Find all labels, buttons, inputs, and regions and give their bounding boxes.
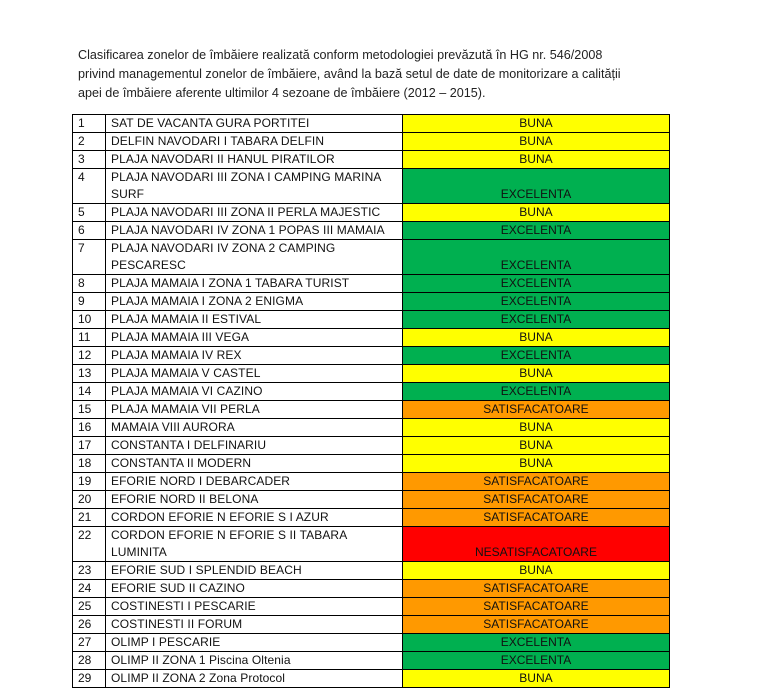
row-number: 3 bbox=[73, 151, 106, 169]
table-row bbox=[73, 240, 670, 275]
zone-name: DELFIN NAVODARI I TABARA DELFIN bbox=[105, 133, 402, 151]
quality-rating: BUNA bbox=[402, 204, 669, 222]
row-number: 28 bbox=[73, 652, 106, 670]
table-row bbox=[73, 115, 670, 133]
zone-name: OLIMP II ZONA 1 Piscina Oltenia bbox=[105, 652, 402, 670]
quality-rating: BUNA bbox=[402, 670, 669, 688]
quality-rating: BUNA bbox=[402, 455, 669, 473]
quality-rating: EXCELENTA bbox=[402, 293, 669, 311]
quality-rating: NESATISFACATOARE bbox=[402, 527, 669, 562]
quality-rating: SATISFACATOARE bbox=[402, 580, 669, 598]
row-number: 20 bbox=[73, 491, 106, 509]
table-row bbox=[73, 133, 670, 151]
table-row bbox=[73, 222, 670, 240]
quality-rating: EXCELENTA bbox=[402, 311, 669, 329]
row-number: 2 bbox=[73, 133, 106, 151]
quality-rating: SATISFACATOARE bbox=[402, 473, 669, 491]
table-row bbox=[73, 169, 670, 204]
table-row bbox=[73, 562, 670, 580]
zone-name: OLIMP I PESCARIE bbox=[105, 634, 402, 652]
quality-rating: EXCELENTA bbox=[402, 222, 669, 240]
row-number: 18 bbox=[73, 455, 106, 473]
quality-rating: BUNA bbox=[402, 365, 669, 383]
table-row bbox=[73, 670, 670, 688]
zone-name: PLAJA NAVODARI II HANUL PIRATILOR bbox=[105, 151, 402, 169]
row-number: 27 bbox=[73, 634, 106, 652]
quality-rating: EXCELENTA bbox=[402, 383, 669, 401]
intro-line-2: privind managementul zonelor de îmbăiere, având la bază setul de date de monitorizare a calității bbox=[78, 67, 621, 81]
quality-rating: EXCELENTA bbox=[402, 347, 669, 365]
row-number: 6 bbox=[73, 222, 106, 240]
table-row bbox=[73, 311, 670, 329]
row-number: 11 bbox=[73, 329, 106, 347]
row-number: 13 bbox=[73, 365, 106, 383]
row-number: 29 bbox=[73, 670, 106, 688]
row-number: 21 bbox=[73, 509, 106, 527]
quality-rating: SATISFACATOARE bbox=[402, 401, 669, 419]
quality-rating: SATISFACATOARE bbox=[402, 616, 669, 634]
row-number: 9 bbox=[73, 293, 106, 311]
table-row bbox=[73, 527, 670, 562]
quality-rating: BUNA bbox=[402, 562, 669, 580]
zone-name: PLAJA NAVODARI III ZONA II PERLA MAJESTIC bbox=[105, 204, 402, 222]
table-row bbox=[73, 293, 670, 311]
zone-name: CONSTANTA II MODERN bbox=[105, 455, 402, 473]
zone-name: CORDON EFORIE N EFORIE S I AZUR bbox=[105, 509, 402, 527]
table-row bbox=[73, 491, 670, 509]
row-number: 8 bbox=[73, 275, 106, 293]
zone-name: PLAJA NAVODARI IV ZONA 1 POPAS III MAMAIA bbox=[105, 222, 402, 240]
row-number: 14 bbox=[73, 383, 106, 401]
quality-rating: EXCELENTA bbox=[402, 240, 669, 275]
row-number: 25 bbox=[73, 598, 106, 616]
table-row bbox=[73, 437, 670, 455]
quality-rating: BUNA bbox=[402, 115, 669, 133]
table-row bbox=[73, 151, 670, 169]
intro-line-1: Clasificarea zonelor de îmbăiere realizată conform metodologiei prevăzută în HG nr. 546/2008 bbox=[78, 48, 603, 62]
zone-name: EFORIE NORD II BELONA bbox=[105, 491, 402, 509]
row-number: 7 bbox=[73, 240, 106, 275]
zone-name: CONSTANTA I DELFINARIU bbox=[105, 437, 402, 455]
zone-name: PLAJA NAVODARI III ZONA I CAMPING MARINA SURF bbox=[105, 169, 402, 204]
row-number: 15 bbox=[73, 401, 106, 419]
quality-rating: SATISFACATOARE bbox=[402, 491, 669, 509]
zone-name: EFORIE SUD II CAZINO bbox=[105, 580, 402, 598]
zone-name: PLAJA MAMAIA VII PERLA bbox=[105, 401, 402, 419]
zone-name: PLAJA MAMAIA V CASTEL bbox=[105, 365, 402, 383]
row-number: 22 bbox=[73, 527, 106, 562]
zone-name: SAT DE VACANTA GURA PORTITEI bbox=[105, 115, 402, 133]
quality-rating: BUNA bbox=[402, 133, 669, 151]
row-number: 24 bbox=[73, 580, 106, 598]
zone-name: PLAJA MAMAIA VI CAZINO bbox=[105, 383, 402, 401]
zone-name: PLAJA MAMAIA II ESTIVAL bbox=[105, 311, 402, 329]
bathing-zones-table bbox=[72, 114, 670, 688]
quality-rating: BUNA bbox=[402, 151, 669, 169]
table-row bbox=[73, 275, 670, 293]
table-row bbox=[73, 383, 670, 401]
zone-name: PLAJA MAMAIA III VEGA bbox=[105, 329, 402, 347]
row-number: 16 bbox=[73, 419, 106, 437]
table-row bbox=[73, 455, 670, 473]
quality-rating: BUNA bbox=[402, 437, 669, 455]
table-row bbox=[73, 616, 670, 634]
table-row bbox=[73, 598, 670, 616]
table-row bbox=[73, 473, 670, 491]
quality-rating: SATISFACATOARE bbox=[402, 509, 669, 527]
zone-name: OLIMP II ZONA 2 Zona Protocol bbox=[105, 670, 402, 688]
quality-rating: EXCELENTA bbox=[402, 634, 669, 652]
table-row bbox=[73, 509, 670, 527]
row-number: 12 bbox=[73, 347, 106, 365]
table-row bbox=[73, 204, 670, 222]
row-number: 1 bbox=[73, 115, 106, 133]
zone-name: PLAJA MAMAIA I ZONA 2 ENIGMA bbox=[105, 293, 402, 311]
zone-name: COSTINESTI II FORUM bbox=[105, 616, 402, 634]
intro-line-3: apei de îmbăiere aferente ultimilor 4 sezoane de îmbăiere (2012 – 2015). bbox=[78, 86, 486, 100]
quality-rating: BUNA bbox=[402, 329, 669, 347]
zone-name: EFORIE NORD I DEBARCADER bbox=[105, 473, 402, 491]
table-row bbox=[73, 652, 670, 670]
table-row bbox=[73, 365, 670, 383]
zone-name: COSTINESTI I PESCARIE bbox=[105, 598, 402, 616]
zone-name: PLAJA MAMAIA IV REX bbox=[105, 347, 402, 365]
table-row bbox=[73, 329, 670, 347]
row-number: 5 bbox=[73, 204, 106, 222]
table-body bbox=[73, 115, 670, 688]
table-row bbox=[73, 401, 670, 419]
quality-rating: EXCELENTA bbox=[402, 275, 669, 293]
zone-name: CORDON EFORIE N EFORIE S II TABARA LUMINITA bbox=[105, 527, 402, 562]
row-number: 10 bbox=[73, 311, 106, 329]
zone-name: EFORIE SUD I SPLENDID BEACH bbox=[105, 562, 402, 580]
row-number: 26 bbox=[73, 616, 106, 634]
row-number: 4 bbox=[73, 169, 106, 204]
zone-name: PLAJA NAVODARI IV ZONA 2 CAMPING PESCARESC bbox=[105, 240, 402, 275]
quality-rating: EXCELENTA bbox=[402, 169, 669, 204]
table-row bbox=[73, 580, 670, 598]
intro-paragraph bbox=[78, 46, 678, 103]
table-row bbox=[73, 347, 670, 365]
row-number: 19 bbox=[73, 473, 106, 491]
table-row bbox=[73, 634, 670, 652]
table-row bbox=[73, 419, 670, 437]
row-number: 17 bbox=[73, 437, 106, 455]
zone-name: MAMAIA VIII AURORA bbox=[105, 419, 402, 437]
quality-rating: BUNA bbox=[402, 419, 669, 437]
zone-name: PLAJA MAMAIA I ZONA 1 TABARA TURIST bbox=[105, 275, 402, 293]
quality-rating: SATISFACATOARE bbox=[402, 598, 669, 616]
quality-rating: EXCELENTA bbox=[402, 652, 669, 670]
row-number: 23 bbox=[73, 562, 106, 580]
